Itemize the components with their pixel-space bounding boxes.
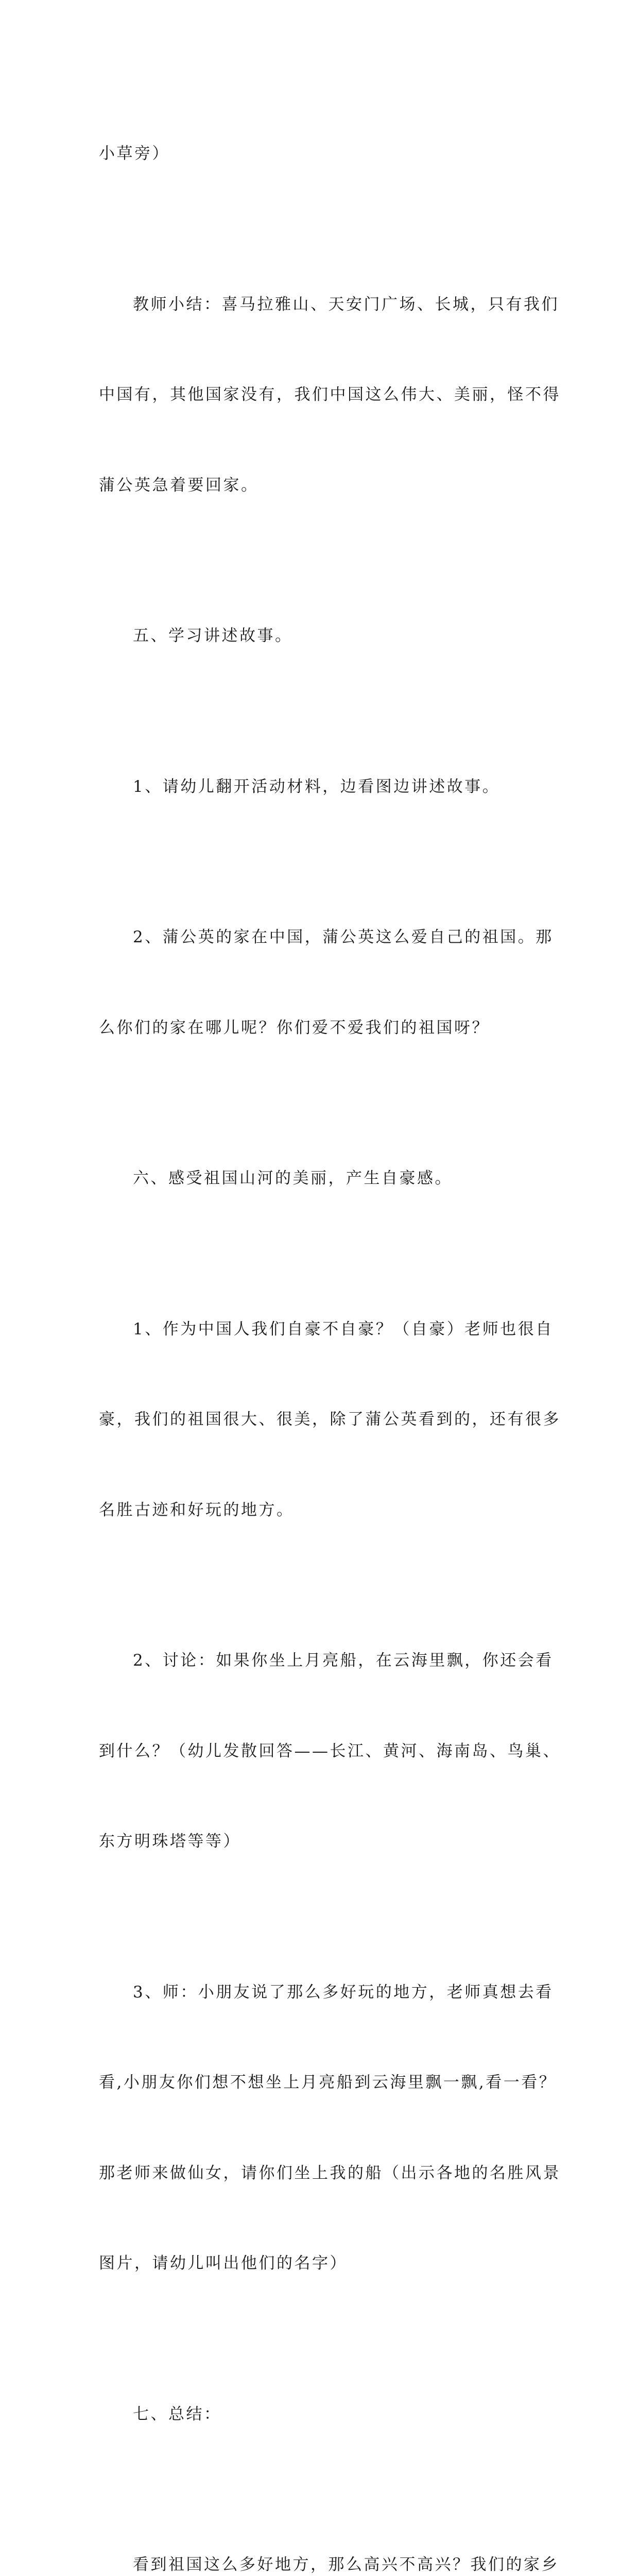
text-line: 小草旁）	[99, 144, 170, 163]
text-line: 到什么？（幼儿发散回答——长江、黄河、海南岛、鸟巢、	[99, 1741, 561, 1760]
text-line: 1、作为中国人我们自豪不自豪？（自豪）老师也很自	[133, 1319, 554, 1338]
paragraph	[99, 78, 547, 229]
text-line: 七、总结：	[133, 2404, 222, 2424]
text-line: 么你们的家在哪儿呢？你们爱不爱我们的祖国呀？	[99, 1018, 490, 1037]
text-line: 中国有，其他国家没有，我们中国这么伟大、美丽，怪不得	[99, 385, 561, 404]
paragraph	[99, 862, 554, 1103]
text-line: 图片，请幼儿叫出他们的名字）	[99, 2254, 348, 2273]
text-line: 看,小朋友你们想不想坐上月亮船到云海里飘一飘,看一看？	[99, 2073, 557, 2092]
text-line: 教师小结：喜马拉雅山、天安门广场、长城，只有我们	[133, 295, 559, 314]
text-line: 五、学习讲述故事。	[133, 626, 293, 645]
paragraph	[99, 1585, 561, 1917]
text-line: 看到祖国这么多好地方，那么高兴不高兴？我们的家乡	[133, 2555, 559, 2574]
text-line: 豪，我们的祖国很大、很美，除了蒲公英看到的，还有很多	[99, 1410, 561, 1429]
text-line: 2、蒲公英的家在中国，蒲公英这么爱自己的祖国。那	[133, 928, 554, 946]
section-heading	[99, 561, 547, 711]
text-line: 2、讨论：如果你坐上月亮船，在云海里飘，你还会看	[133, 1651, 554, 1670]
text-line: 名胜古迹和好玩的地方。	[99, 1500, 295, 1519]
text-line: 蒲公英急着要回家。	[99, 476, 259, 495]
text-line: 六、感受祖国山河的美丽，产生自豪感。	[133, 1169, 453, 1188]
paragraph	[99, 1254, 561, 1586]
section-heading	[99, 2339, 547, 2490]
text-line: 东方明珠塔等等）	[99, 1832, 241, 1851]
text-line: 那老师来做仙女，请你们坐上我的船（出示各地的名胜风景	[99, 2163, 561, 2182]
paragraph	[99, 1917, 561, 2339]
text-line: 3、师：小朋友说了那么多好玩的地方，老师真想去看	[133, 1982, 554, 2002]
paragraph	[99, 711, 547, 862]
document-body	[99, 78, 561, 2576]
section-heading	[99, 1103, 547, 1254]
paragraph	[99, 229, 561, 561]
paragraph	[99, 2489, 559, 2576]
text-line: 1、请幼儿翻开活动材料，边看图边讲述故事。	[133, 777, 500, 796]
